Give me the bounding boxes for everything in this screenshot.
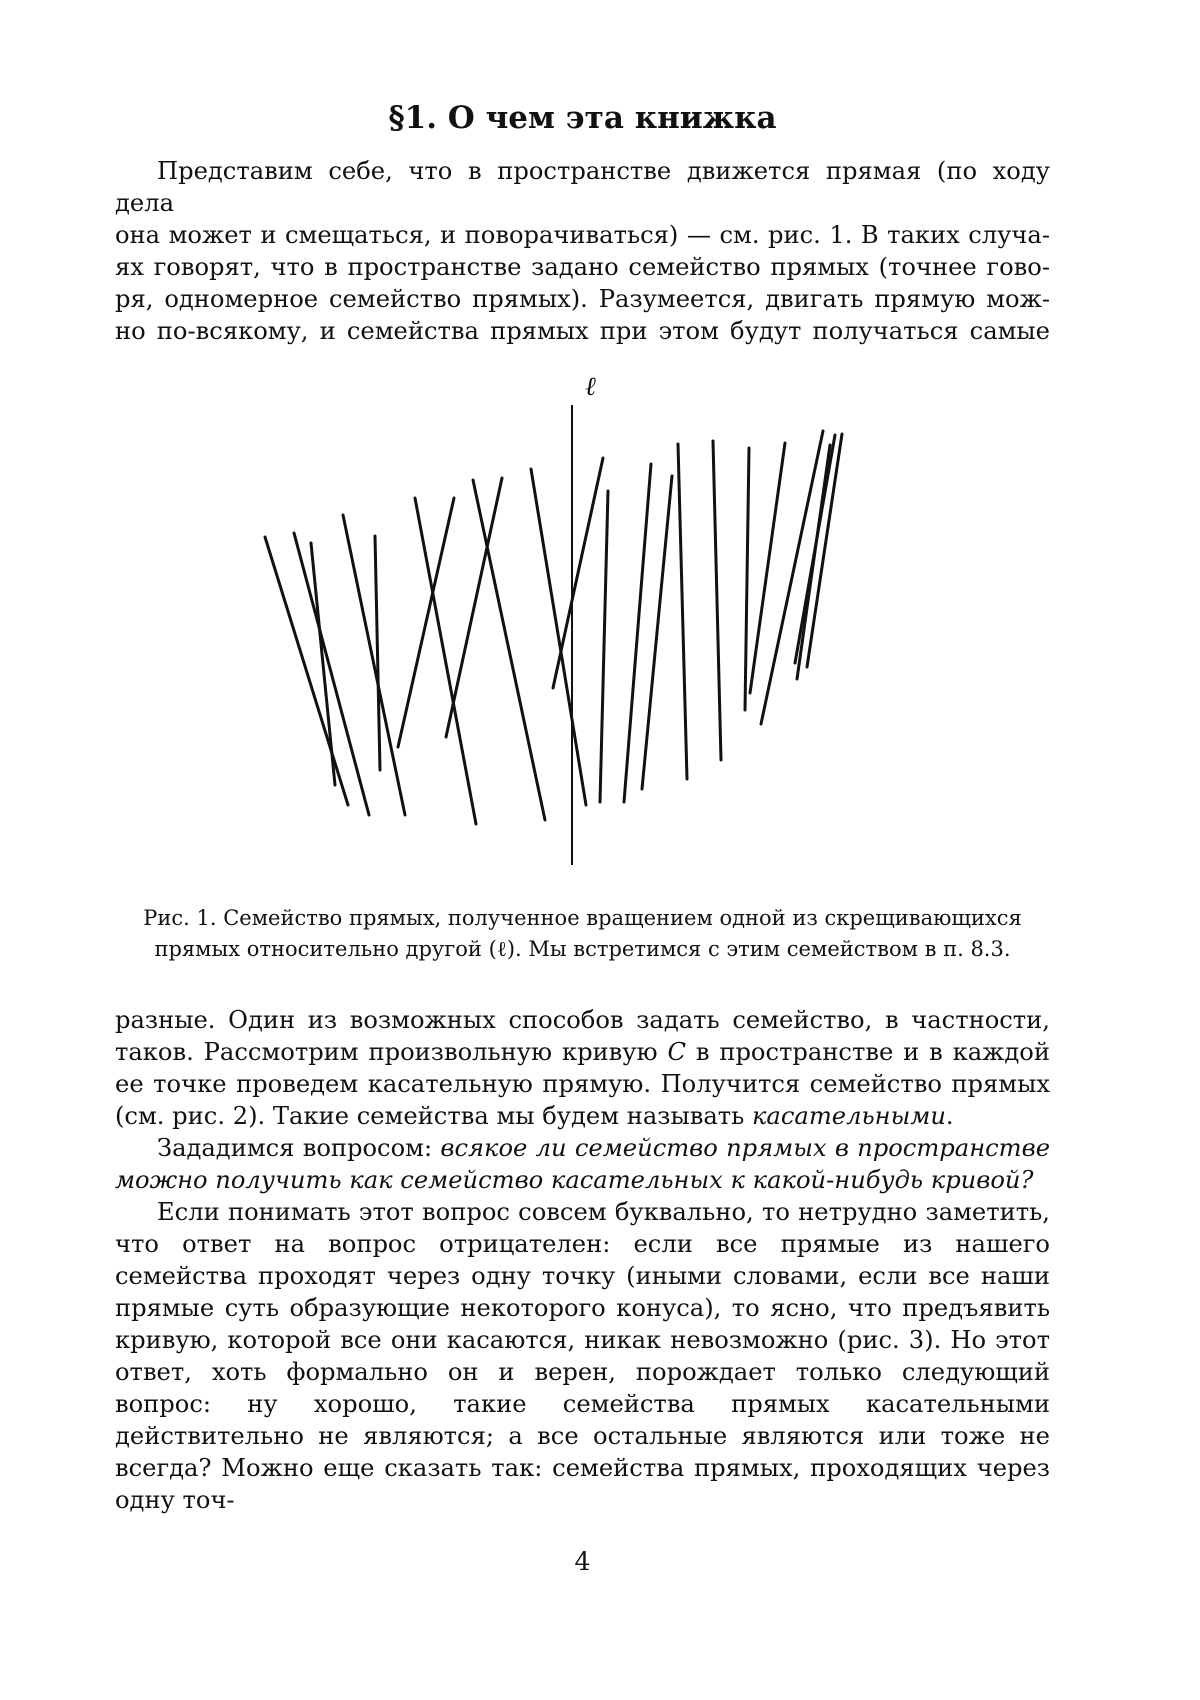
family-line [311,543,335,785]
family-line [600,491,608,802]
family-line [415,498,476,824]
family-line [713,441,721,760]
section-title: §1. О чем эта книжка [388,100,777,136]
page-number: 4 [574,1547,591,1576]
caption-line: Рис. 1. Семейство прямых, полученное вращением одной из скрещивающихся [143,906,1022,930]
family-line [473,480,545,820]
family-line [553,458,603,688]
family-line [750,443,785,693]
family-line [807,434,842,667]
family-line [531,469,586,805]
family-line [761,431,823,724]
family-line [294,533,369,815]
text-line: Представим себе, что в пространстве движется прямая (по ходу дела [115,157,1050,217]
text-line: но по-всякому, и семейства прямых при этом будут получаться самые [115,317,1050,345]
figure-line-family [230,365,930,870]
line-family-drawing [230,365,930,870]
text-run: разные. Один из возможных способов задать семейство, в частности, таков. Рассмотрим произвольную кривую [115,1006,1050,1066]
curve-symbol: C [667,1038,686,1066]
text-run: Зададимся вопросом: [157,1134,441,1162]
family-line [678,444,687,779]
family-line [446,478,502,737]
term-tangent: касательными [751,1102,946,1130]
text-run: в пространстве и в каждой ее точке проведем касательную прямую. Получится семейство прямых (см. рис. 2). Такие семейства мы будем называть [115,1038,1050,1130]
text-run: . [945,1102,954,1130]
text-line: ях говорят, что в пространстве задано семейство прямых (точнее гово- [115,253,1050,281]
figure-caption [105,903,1060,965]
text-line: ря, одномерное семейство прямых). Разумеется, двигать прямую мож- [115,285,1050,313]
family-line [398,498,454,747]
caption-line: прямых относительно другой (ℓ). Мы встретимся с этим семейством в п. 8.3. [154,937,1011,961]
question-text: всякое ли семейство прямых в пространстве можно получить как семейство касательных к какой-нибудь кривой? [115,1134,1051,1194]
intro-paragraph [115,155,1050,347]
paragraph-tangent-families [115,1004,1050,1132]
family-line [745,448,749,710]
family-line [375,536,380,770]
family-line [343,515,405,815]
paragraph-answer: Если понимать этот вопрос совсем буквально, то нетрудно заметить, что ответ на вопрос отрицателен: если все прямые из нашего семейства проходят через одну точку (иными словами, если все наши прямые суть образующие некоторого конуса), то ясно, что предъявить кривую, которой все они касаются, никак невозможно (рис. 3). Но этот ответ, хоть формально он и верен, порождает только следующий вопрос: ну хорошо, такие семейства прямых касательными действительно не являются; а все остальные являются или тоже не всегда? Можно еще сказать так: семейства прямых, проходящих через одну точ- [115,1198,1050,1514]
body-text [115,1004,1050,1516]
axis-label-l: ℓ [585,372,596,402]
text-line: она может и смещаться, и поворачиваться) — см. рис. 1. В таких случа- [115,221,1050,249]
paragraph-question [115,1132,1050,1196]
